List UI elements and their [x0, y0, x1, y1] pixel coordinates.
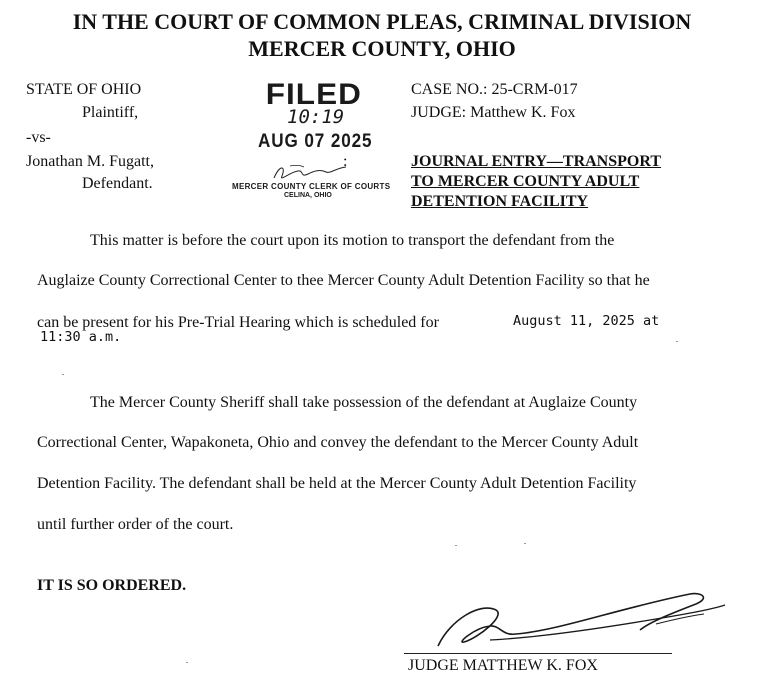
- scan-speck: [62, 374, 64, 375]
- clerk-city-label: CELINA, OHIO: [284, 192, 332, 199]
- judge-signature: [420, 580, 730, 654]
- clerk-of-courts-label: MERCER COUNTY CLERK OF COURTS: [232, 182, 391, 191]
- defendant-role: Defendant.: [82, 175, 153, 192]
- paragraph-1-line-1: This matter is before the court upon its motion to transport the defendant from the: [90, 232, 615, 249]
- plaintiff-name: STATE OF OHIO: [26, 81, 142, 98]
- judge-signature-label: JUDGE MATTHEW K. FOX: [408, 657, 598, 674]
- scan-speck: [455, 545, 457, 546]
- paragraph-1-line-2: Auglaize County Correctional Center to thee Mercer County Adult Detention Facility so that he: [37, 272, 650, 289]
- caption-colon: :: [343, 153, 348, 170]
- versus-label: -vs-: [26, 129, 51, 146]
- plaintiff-role: Plaintiff,: [82, 104, 139, 121]
- filed-stamp: FILED: [265, 78, 362, 111]
- hearing-time-typed: 11:30 a.m.: [40, 329, 122, 345]
- so-ordered: IT IS SO ORDERED.: [37, 577, 187, 594]
- clerk-signature: [270, 162, 350, 184]
- paragraph-1-line-3: can be present for his Pre-Trial Hearing which is scheduled for: [37, 314, 439, 331]
- county-heading: MERCER COUNTY, OHIO: [248, 36, 516, 61]
- case-number: CASE NO.: 25-CRM-017: [411, 81, 578, 98]
- filed-date-stamp: AUG 07 2025: [258, 131, 373, 152]
- scan-speck: [676, 341, 678, 342]
- court-name-heading: IN THE COURT OF COMMON PLEAS, CRIMINAL DIVISION: [72, 9, 692, 34]
- entry-title-line-1: JOURNAL ENTRY—TRANSPORT: [411, 153, 662, 170]
- filed-time-handwritten: 10:19: [287, 106, 345, 128]
- hearing-date-typed: August 11, 2025 at: [513, 313, 660, 329]
- scan-speck: [524, 543, 526, 544]
- scan-speck: [186, 662, 188, 663]
- defendant-name: Jonathan M. Fugatt,: [26, 153, 154, 170]
- signature-line: [404, 653, 672, 654]
- paragraph-2-line-4: until further order of the court.: [37, 516, 234, 533]
- paragraph-2-line-2: Correctional Center, Wapakoneta, Ohio and convey the defendant to the Mercer County Adult: [37, 434, 639, 451]
- entry-title-line-2: TO MERCER COUNTY ADULT: [411, 173, 640, 190]
- judge-name: JUDGE: Matthew K. Fox: [411, 104, 576, 121]
- paragraph-2-line-3: Detention Facility. The defendant shall be held at the Mercer County Adult Detention Facility: [37, 475, 637, 492]
- paragraph-2-line-1: The Mercer County Sheriff shall take possession of the defendant at Auglaize County: [90, 394, 638, 411]
- entry-title-line-3: DETENTION FACILITY: [411, 193, 589, 210]
